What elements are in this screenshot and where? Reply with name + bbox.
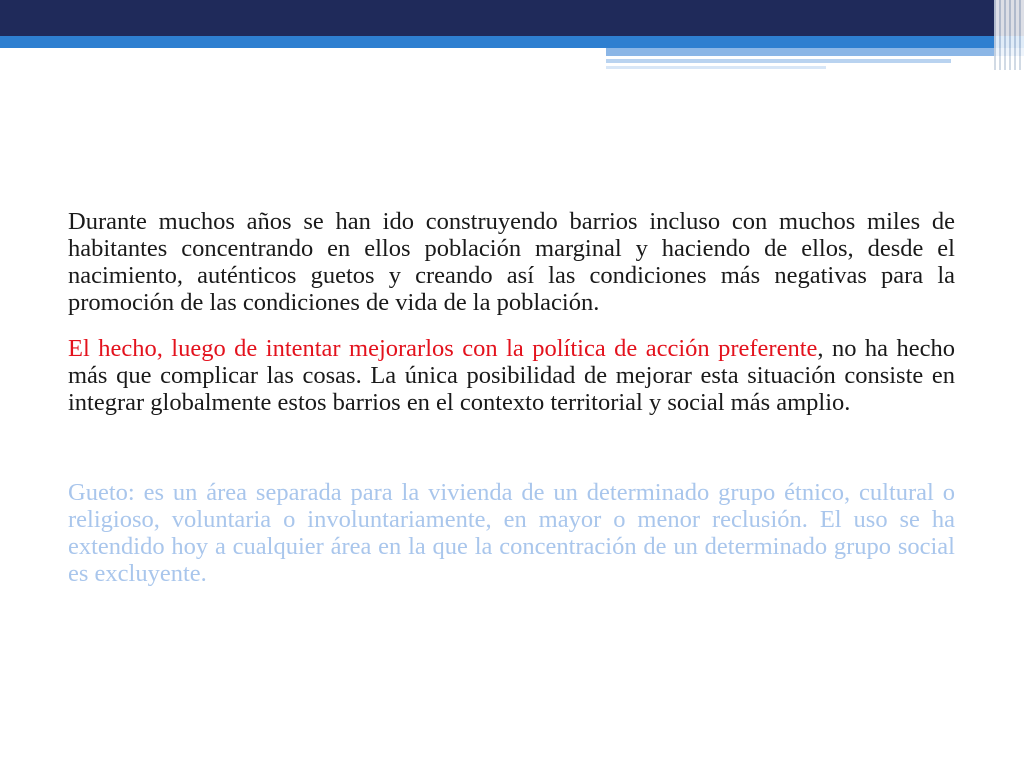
paragraph-hecho: [68, 335, 955, 416]
slide-body: [68, 208, 955, 587]
header-band-light-secondary: [606, 59, 951, 63]
header-band-blue: [0, 36, 1024, 48]
paragraph-hecho-highlight: El hecho, luego de intentar mejorarlos con la política de acción preferente: [68, 335, 818, 362]
header-band-light: [606, 48, 1024, 56]
header-band-light-tertiary: [606, 66, 826, 69]
header-band-navy: [0, 0, 1024, 36]
header-stripes-decoration: [994, 0, 1024, 70]
paragraph-gueto-definition: Gueto: es un área separada para la vivienda de un determinado grupo étnico, cultural o religioso, voluntaria o involuntariamente, en mayor o menor reclusión. El uso se ha extendido hoy a cualquier área en la que la concentración de un determinado grupo social es excluyente.: [68, 479, 955, 587]
paragraph-hecho-rest: , no ha hecho más que complicar las cosas. La única posibilidad de mejorar esta situación consiste en integrar globalmente estos barrios en el contexto territorial y social más amplio.: [68, 335, 955, 416]
paragraph-barrios: Durante muchos años se han ido construyendo barrios incluso con muchos miles de habitantes concentrando en ellos población marginal y haciendo de ellos, desde el nacimiento, auténticos guetos y creando así las condiciones más negativas para la promoción de las condiciones de vida de la población.: [68, 208, 955, 316]
